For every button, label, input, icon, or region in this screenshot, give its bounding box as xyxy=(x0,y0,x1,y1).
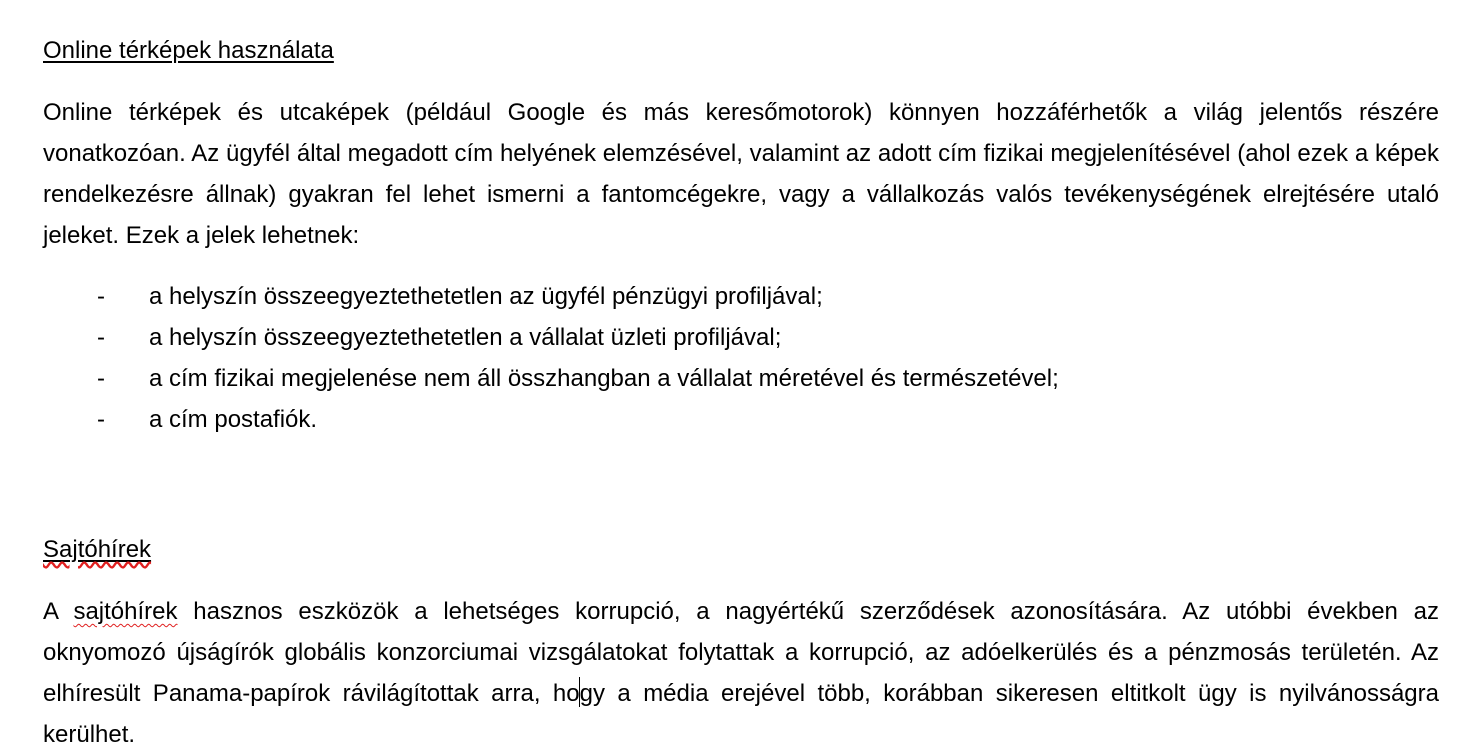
dash-bullet-icon: - xyxy=(97,365,105,392)
dash-bullet-icon: - xyxy=(97,324,105,351)
spellcheck-flagged-word[interactable]: sajtóhírek xyxy=(73,598,178,625)
document-page[interactable] xyxy=(43,30,1439,755)
list-item xyxy=(43,317,1439,358)
section-online-maps xyxy=(43,30,1439,440)
list-item-text: a cím fizikai megjelenése nem áll összhangban a vállalat méretével és természetével; xyxy=(149,365,1059,392)
list-item xyxy=(43,358,1439,399)
paragraph-press-news: A sajtóhírek hasznos eszközök a lehetséges korrupció, a nagyértékű szerződések azonosítására. Az utóbbi években az oknyomozó újságírók globális konzorciumai vizsgálatokat folytattak a korrupció, az adóelkerülés és a pénzmosás területén. Az elhíresült Panama-papírok rávilágítottak arra, hogy a média erejével több, korábban sikeresen eltitkolt ügy is nyilvánosságra kerülhet. xyxy=(43,598,1440,748)
section-heading-press-news: Sajtóhírek xyxy=(43,536,152,563)
list-item-text: a helyszín összeegyeztethetetlen a vállalat üzleti profiljával; xyxy=(149,324,782,351)
section-press-news xyxy=(43,529,1439,755)
bullet-list xyxy=(43,276,1439,440)
dash-bullet-icon: - xyxy=(97,283,105,310)
list-item xyxy=(43,399,1439,440)
paragraph-online-maps: Online térképek és utcaképek (például Google és más keresőmotorok) könnyen hozzáférhetők a világ jelentős részére vonatkozóan. Az ügyfél által megadott cím helyének elemzésével, valamint az adott cím fizikai megjelenítésével (ahol ezek a képek rendelkezésre állnak) gyakran fel lehet ismerni a fantomcégekre, vagy a vállalkozás valós tevékenységének elrejtésére utaló jeleket. Ezek a jelek lehetnek: xyxy=(43,99,1439,249)
list-item-text: a helyszín összeegyeztethetetlen az ügyfél pénzügyi profiljával; xyxy=(149,283,823,310)
list-item-text: a cím postafiók. xyxy=(149,406,318,433)
dash-bullet-icon: - xyxy=(97,406,105,433)
list-item xyxy=(43,276,1439,317)
section-heading-online-maps: Online térképek használata xyxy=(43,37,334,64)
